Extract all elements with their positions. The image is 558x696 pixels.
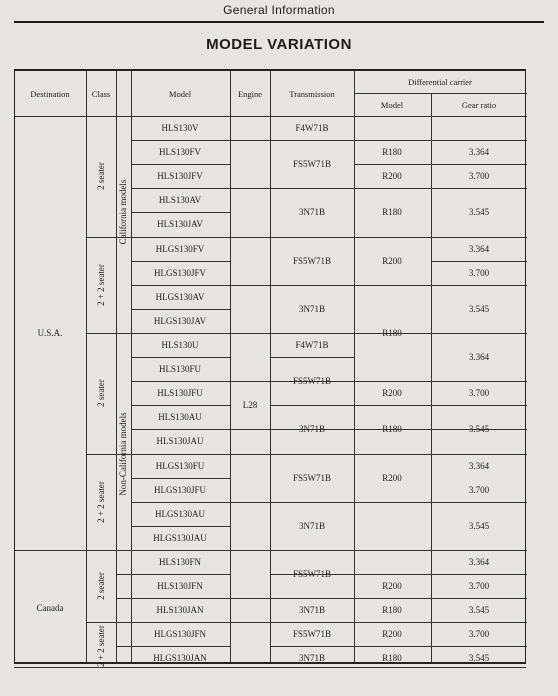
transmission-cell: FS5W71B xyxy=(292,629,332,639)
gear-ratio-cell: 3.700 xyxy=(468,581,490,591)
diff-model-cell: R180 xyxy=(382,147,402,157)
row-divider xyxy=(131,405,230,406)
gear-ratio-cell: 3.545 xyxy=(468,304,490,314)
gear-ratio-cell: 3.700 xyxy=(468,171,490,181)
header-model: Model xyxy=(168,89,192,99)
header-rule xyxy=(14,21,544,23)
diff-model-cell: R180 xyxy=(382,207,402,217)
gear-ratio-cell: 3.545 xyxy=(468,521,490,531)
row-divider xyxy=(270,405,527,406)
diff-model-cell: R200 xyxy=(382,256,402,266)
row-divider xyxy=(131,261,230,262)
row-divider xyxy=(116,598,527,599)
col-divider xyxy=(86,71,87,662)
row-divider xyxy=(270,357,354,358)
section-header: General Information xyxy=(223,3,335,17)
row-divider xyxy=(131,188,527,189)
model-cell: HLGS130FU xyxy=(155,461,205,471)
header-destination: Destination xyxy=(30,89,70,99)
gear-ratio-cell: 3.545 xyxy=(468,424,490,434)
gear-ratio-cell: 3.545 xyxy=(468,653,490,663)
group-label: Non-California models xyxy=(118,412,128,496)
model-cell: HLS130JAN xyxy=(156,605,204,615)
header-gear-ratio: Gear ratio xyxy=(461,100,497,110)
transmission-cell: 3N71B xyxy=(298,207,326,217)
model-cell: HLS130AU xyxy=(158,412,202,422)
model-cell: HLGS130JAU xyxy=(153,533,207,543)
model-cell: HLS130U xyxy=(161,340,199,350)
model-cell: HLGS130FV xyxy=(155,244,205,254)
model-cell: HLS130JFU xyxy=(157,388,203,398)
gear-ratio-cell: 3.364 xyxy=(468,352,490,362)
gear-ratio-cell: 3.700 xyxy=(468,388,490,398)
row-divider xyxy=(270,285,527,286)
diff-model-cell: R200 xyxy=(382,581,402,591)
model-cell: HLGS130AU xyxy=(154,509,206,519)
class-label: 2 seater xyxy=(96,572,106,600)
row-divider xyxy=(131,357,230,358)
row-divider xyxy=(270,454,527,455)
row-divider xyxy=(86,237,527,238)
gear-ratio-cell: 3.364 xyxy=(468,557,490,567)
class-label: 2 seater xyxy=(96,379,106,407)
model-cell: HLS130JAU xyxy=(156,436,204,446)
row-divider xyxy=(131,502,527,503)
diff-model-cell: R180 xyxy=(382,328,402,338)
class-label: 2 + 2 seater xyxy=(96,264,106,306)
engine-value: L28 xyxy=(242,400,258,410)
transmission-cell: F4W71B xyxy=(295,123,329,133)
row-divider xyxy=(354,93,527,94)
col-divider xyxy=(431,93,432,662)
destination-usa: U.S.A. xyxy=(37,328,63,338)
row-divider xyxy=(270,646,527,647)
transmission-cell: 3N71B xyxy=(298,304,326,314)
model-cell: HLGS130JFU xyxy=(153,485,207,495)
model-cell: HLS130JFN xyxy=(157,581,203,591)
transmission-cell: FS5W71B xyxy=(292,376,332,386)
model-cell: HLGS130AV xyxy=(155,292,205,302)
row-divider xyxy=(131,478,230,479)
row-divider xyxy=(354,164,527,165)
transmission-cell: F4W71B xyxy=(295,340,329,350)
row-divider xyxy=(131,309,230,310)
gear-ratio-cell: 3.364 xyxy=(468,461,490,471)
diff-model-cell: R180 xyxy=(382,424,402,434)
gear-ratio-cell: 3.700 xyxy=(468,485,490,495)
gear-ratio-cell: 3.364 xyxy=(468,147,490,157)
diff-model-cell: R180 xyxy=(382,605,402,615)
diff-model-cell: R180 xyxy=(382,653,402,663)
model-cell: HLS130AV xyxy=(158,195,202,205)
model-cell: HLS130FV xyxy=(158,147,202,157)
diff-model-cell: R200 xyxy=(382,629,402,639)
destination-canada: Canada xyxy=(36,603,64,613)
class-label: 2 + 2 seater xyxy=(96,481,106,523)
header-engine: Engine xyxy=(237,89,263,99)
row-divider xyxy=(131,526,230,527)
diff-model-cell: R200 xyxy=(382,171,402,181)
model-cell: HLGS130JAV xyxy=(153,316,207,326)
gear-ratio-cell: 3.545 xyxy=(468,605,490,615)
model-cell: HLGS130JAN xyxy=(153,653,207,663)
gear-ratio-cell: 3.700 xyxy=(468,268,490,278)
row-divider xyxy=(131,212,230,213)
transmission-cell: 3N71B xyxy=(298,424,326,434)
transmission-cell: FS5W71B xyxy=(292,159,332,169)
transmission-cell: 3N71B xyxy=(298,521,326,531)
row-divider xyxy=(131,140,527,141)
class-label: 2 + 2 seater xyxy=(96,625,106,667)
col-divider xyxy=(230,71,231,662)
diff-model-cell: R200 xyxy=(382,473,402,483)
group-label: California models xyxy=(118,179,128,245)
class-label: 2 seater xyxy=(96,162,106,190)
model-cell: HLS130FN xyxy=(158,557,202,567)
transmission-cell: 3N71B xyxy=(298,653,326,663)
header-rule xyxy=(15,116,527,117)
transmission-cell: FS5W71B xyxy=(292,569,332,579)
row-divider xyxy=(431,333,527,334)
model-cell: HLS130FU xyxy=(158,364,202,374)
header-class: Class xyxy=(91,89,111,99)
row-divider xyxy=(15,550,527,551)
row-divider xyxy=(116,574,230,575)
gear-ratio-cell: 3.364 xyxy=(468,244,490,254)
header-transmission: Transmission xyxy=(289,89,335,99)
row-divider xyxy=(116,646,230,647)
model-cell: HLS130JFV xyxy=(157,171,203,181)
page-title: MODEL VARIATION xyxy=(206,36,352,53)
model-cell: HLGS130JFV xyxy=(153,268,207,278)
row-divider xyxy=(431,261,527,262)
transmission-cell: FS5W71B xyxy=(292,256,332,266)
model-cell: HLS130JAV xyxy=(157,219,203,229)
footer-rule xyxy=(14,667,526,668)
transmission-cell: 3N71B xyxy=(298,605,326,615)
header-diff-carrier: Differential carrier xyxy=(408,77,472,87)
model-variation-table xyxy=(14,69,526,667)
transmission-cell: FS5W71B xyxy=(292,473,332,483)
model-cell: HLGS130JFN xyxy=(153,629,207,639)
diff-model-cell: R200 xyxy=(382,388,402,398)
header-diff-model: Model xyxy=(380,100,404,110)
row-divider xyxy=(270,622,527,623)
gear-ratio-cell: 3.545 xyxy=(468,207,490,217)
row-divider xyxy=(131,164,230,165)
model-cell: HLS130V xyxy=(161,123,199,133)
gear-ratio-cell: 3.700 xyxy=(468,629,490,639)
